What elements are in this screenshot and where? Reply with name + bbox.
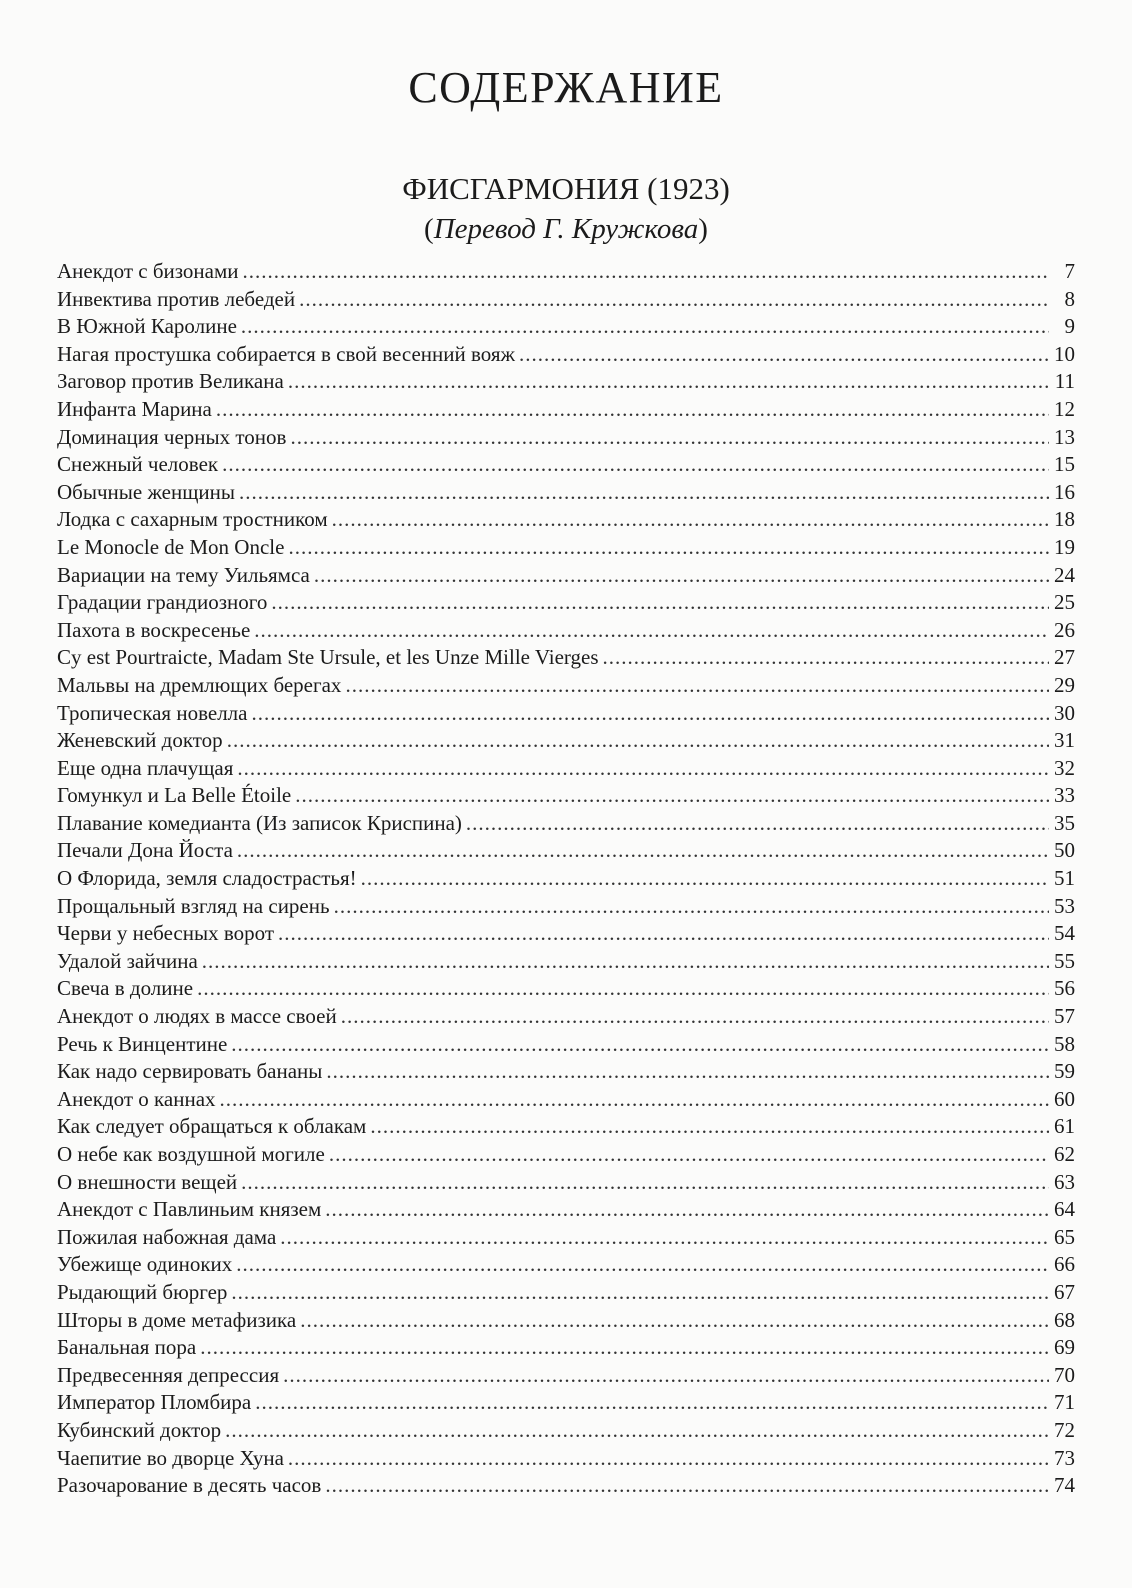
toc-entry [57, 1417, 1075, 1445]
toc-entry-title: Le Monocle de Mon Oncle [57, 534, 285, 559]
toc-entry-title: Анекдот о людях в массе своей [57, 1004, 337, 1029]
dot-leader [227, 727, 1049, 755]
dot-leader [216, 396, 1049, 424]
dot-leader [241, 1169, 1049, 1197]
dot-leader [519, 341, 1049, 369]
toc-entry-title: Печали Дона Йоста [57, 838, 233, 863]
toc-entry-title: Вариации на тему Уильямса [57, 562, 310, 587]
toc-entry-page: 58 [1054, 1031, 1075, 1056]
toc-entry-title: Плавание комедианта (Из записок Криспина) [57, 810, 462, 835]
toc-entry-page: 9 [1064, 314, 1075, 339]
toc-entry-title: Обычные женщины [57, 479, 235, 504]
toc-entry-title: Удалой зайчина [57, 948, 198, 973]
toc-entry-title: Предвесенняя депрессия [57, 1362, 280, 1387]
toc-entry-title: Анекдот с Павлиньим князем [57, 1197, 322, 1222]
toc-entry-title: Нагая простушка собирается в свой весенний вояж [57, 341, 516, 366]
toc-entry [57, 1389, 1075, 1417]
dot-leader [295, 782, 1049, 810]
toc-entry-page: 50 [1054, 838, 1075, 863]
paren-open: ( [424, 213, 434, 245]
toc-entry-title: Прощальный взгляд на сирень [57, 893, 330, 918]
toc-entry-page: 67 [1054, 1279, 1075, 1304]
toc-entry-title: Доминация черных тонов [57, 424, 287, 449]
toc-entry-page: 25 [1054, 590, 1075, 615]
toc-entry [57, 506, 1075, 534]
toc-entry-page: 18 [1054, 507, 1075, 532]
toc-entry-page: 12 [1054, 396, 1075, 421]
toc-entry [57, 1086, 1075, 1114]
dot-leader [603, 644, 1049, 672]
toc-entry-page: 33 [1054, 783, 1075, 808]
toc-entry-title: Лодка с сахарным тростником [57, 507, 328, 532]
dot-leader [329, 1141, 1049, 1169]
toc-entry [57, 562, 1075, 590]
dot-leader [202, 948, 1049, 976]
dot-leader [288, 534, 1049, 562]
dot-leader [236, 1251, 1049, 1279]
toc-entry [57, 644, 1075, 672]
toc-entry [57, 672, 1075, 700]
toc-entry-page: 29 [1054, 672, 1075, 697]
dot-leader [222, 451, 1049, 479]
dot-leader [239, 479, 1049, 507]
dot-leader [314, 562, 1049, 590]
toc-entry-page: 24 [1054, 562, 1075, 587]
toc-entry [57, 1113, 1075, 1141]
dot-leader [325, 1472, 1049, 1500]
dot-leader [237, 837, 1049, 865]
toc-entry [57, 1003, 1075, 1031]
toc-entry-page: 74 [1054, 1473, 1075, 1498]
toc-entry [57, 617, 1075, 645]
toc-entry-page: 32 [1054, 755, 1075, 780]
dot-leader [288, 368, 1049, 396]
toc-entry-page: 15 [1054, 452, 1075, 477]
translator-credit [0, 209, 1132, 249]
toc-entry-page: 59 [1054, 1059, 1075, 1084]
toc-entry-page: 64 [1054, 1197, 1075, 1222]
toc-entry-title: Анекдот о каннах [57, 1086, 216, 1111]
toc-entry [57, 1169, 1075, 1197]
toc-entry-page: 63 [1054, 1169, 1075, 1194]
toc-entry-page: 11 [1054, 369, 1075, 394]
page-title: СОДЕРЖАНИЕ [408, 63, 724, 112]
dot-leader [325, 1196, 1049, 1224]
toc-entry-title: Еще одна плачущая [57, 755, 234, 780]
toc-entry [57, 920, 1075, 948]
toc-entry [57, 1307, 1075, 1335]
toc-entry [57, 700, 1075, 728]
toc-entry [57, 313, 1075, 341]
toc-entry-page: 30 [1054, 700, 1075, 725]
dot-leader [220, 1086, 1049, 1114]
section-title: ФИСГАРМОНИЯ (1923) [402, 171, 730, 206]
toc-entry-page: 61 [1054, 1114, 1075, 1139]
toc-entry-title: Гомункул и La Belle Étoile [57, 783, 292, 808]
dot-leader [243, 258, 1049, 286]
toc-entry [57, 893, 1075, 921]
toc-entry [57, 1196, 1075, 1224]
toc-entry [57, 1472, 1075, 1500]
dot-leader [237, 755, 1049, 783]
toc-entry [57, 755, 1075, 783]
toc-entry-title: Инфанта Марина [57, 396, 212, 421]
toc-entry-page: 62 [1054, 1142, 1075, 1166]
dot-leader [225, 1417, 1049, 1445]
toc-entry-title: Чаепитие во дворце Хуна [57, 1445, 284, 1470]
toc-entry-page: 72 [1054, 1417, 1075, 1442]
toc-entry-page: 60 [1054, 1086, 1075, 1111]
dot-leader [361, 865, 1049, 893]
dot-leader [197, 975, 1049, 1003]
toc-entry-page: 68 [1054, 1307, 1075, 1332]
toc-entry-page: 13 [1054, 424, 1075, 449]
toc-entry [57, 948, 1075, 976]
toc-entry [57, 1224, 1075, 1252]
toc-entry-title: Как надо сервировать бананы [57, 1059, 323, 1084]
toc-entry-title: Анекдот с бизонами [57, 259, 239, 283]
dot-leader [200, 1334, 1049, 1362]
toc-entry-page: 8 [1064, 286, 1075, 311]
toc-entry-page: 10 [1054, 341, 1075, 366]
dot-leader [241, 313, 1049, 341]
toc-entry-title: Как следует обращаться к облакам [57, 1114, 367, 1139]
dot-leader [345, 672, 1049, 700]
toc-entry [57, 1251, 1075, 1279]
toc-entry-page: 7 [1064, 259, 1075, 283]
toc-entry [57, 396, 1075, 424]
toc-entry-title: Градации грандиозного [57, 590, 268, 615]
toc-entry [57, 286, 1075, 314]
toc-entry-title: Шторы в доме метафизика [57, 1307, 297, 1332]
toc-entry-title: Пахота в воскресенье [57, 617, 251, 642]
toc-entry-title: Тропическая новелла [57, 700, 248, 725]
toc-entry-page: 54 [1054, 921, 1075, 946]
toc-entry-page: 31 [1054, 728, 1075, 753]
dot-leader [231, 1031, 1049, 1059]
toc-entry-title: Рыдающий бюргер [57, 1279, 228, 1304]
toc-entry-title: Свеча в долине [57, 976, 194, 1001]
dot-leader [341, 1003, 1049, 1031]
toc-entry [57, 534, 1075, 562]
toc-entry-title: В Южной Каролине [57, 314, 237, 339]
toc-entry [57, 368, 1075, 396]
dot-leader [255, 1389, 1049, 1417]
toc-entry-page: 65 [1054, 1224, 1075, 1249]
toc-entry-page: 70 [1054, 1362, 1075, 1387]
toc-entry-page: 55 [1054, 948, 1075, 973]
toc-entry-page: 35 [1054, 810, 1075, 835]
toc-entry-page: 19 [1054, 534, 1075, 559]
toc-entry-title: Убежище одиноких [57, 1252, 233, 1277]
dot-leader [251, 700, 1049, 728]
toc-entry-title: Император Пломбира [57, 1390, 252, 1415]
toc-entry-page: 66 [1054, 1252, 1075, 1277]
toc-entry-title: Мальвы на дремлющих берегах [57, 672, 342, 697]
translator-name: Перевод Г. Кружкова [433, 213, 699, 245]
toc-entry-page: 73 [1054, 1445, 1075, 1470]
toc-entry [57, 258, 1075, 286]
toc-entry-title: Речь к Винцентине [57, 1031, 228, 1056]
toc-entry-title: О небе как воздушной могиле [57, 1142, 325, 1166]
toc-entry [57, 1141, 1075, 1169]
toc-entry [57, 727, 1075, 755]
table-of-contents [57, 258, 1075, 1500]
toc-entry-title: Заговор против Великана [57, 369, 284, 394]
toc-entry [57, 1334, 1075, 1362]
dot-leader [280, 1224, 1049, 1252]
dot-leader [278, 920, 1049, 948]
dot-leader [231, 1279, 1049, 1307]
toc-entry [57, 1031, 1075, 1059]
toc-entry-page: 69 [1054, 1335, 1075, 1360]
toc-entry-page: 27 [1054, 645, 1075, 670]
toc-entry [57, 424, 1075, 452]
dot-leader [332, 506, 1049, 534]
toc-entry [57, 1445, 1075, 1473]
toc-entry [57, 810, 1075, 838]
toc-entry [57, 479, 1075, 507]
toc-entry-title: Кубинский доктор [57, 1417, 222, 1442]
dot-leader [466, 810, 1049, 838]
toc-entry-page: 16 [1054, 479, 1075, 504]
toc-entry [57, 865, 1075, 893]
dot-leader [334, 893, 1049, 921]
dot-leader [271, 589, 1049, 617]
toc-entry-title: Черви у небесных ворот [57, 921, 275, 946]
toc-entry [57, 1279, 1075, 1307]
dot-leader [283, 1362, 1049, 1390]
dot-leader [326, 1058, 1049, 1086]
dot-leader [370, 1113, 1049, 1141]
toc-entry-page: 53 [1054, 893, 1075, 918]
toc-entry-title: Инвектива против лебедей [57, 286, 296, 311]
toc-entry [57, 782, 1075, 810]
toc-entry-page: 51 [1054, 866, 1075, 891]
toc-entry-title: Пожилая набожная дама [57, 1224, 277, 1249]
toc-entry-page: 56 [1054, 976, 1075, 1001]
toc-entry [57, 589, 1075, 617]
toc-entry-title: О Флорида, земля сладострастья! [57, 866, 357, 891]
toc-entry-page: 71 [1054, 1390, 1075, 1415]
dot-leader [299, 286, 1049, 314]
toc-entry [57, 1362, 1075, 1390]
dot-leader [290, 424, 1049, 452]
toc-entry [57, 837, 1075, 865]
toc-entry-page: 26 [1054, 617, 1075, 642]
dot-leader [300, 1307, 1049, 1335]
toc-entry-title: О внешности вещей [57, 1169, 238, 1194]
toc-entry-title: Банальная пора [57, 1335, 197, 1360]
toc-entry [57, 1058, 1075, 1086]
toc-entry-title: Cy est Pourtraicte, Madam Ste Ursule, et les Unze Mille Vierges [57, 645, 599, 670]
toc-entry-title: Снежный человек [57, 452, 219, 477]
toc-entry-page: 57 [1054, 1004, 1075, 1029]
toc-entry [57, 975, 1075, 1003]
dot-leader [254, 617, 1049, 645]
paren-close: ) [698, 213, 708, 245]
toc-entry-title: Разочарование в десять часов [57, 1473, 322, 1498]
dot-leader [288, 1445, 1049, 1473]
toc-entry [57, 341, 1075, 369]
toc-entry [57, 451, 1075, 479]
toc-entry-title: Женевский доктор [57, 728, 223, 753]
